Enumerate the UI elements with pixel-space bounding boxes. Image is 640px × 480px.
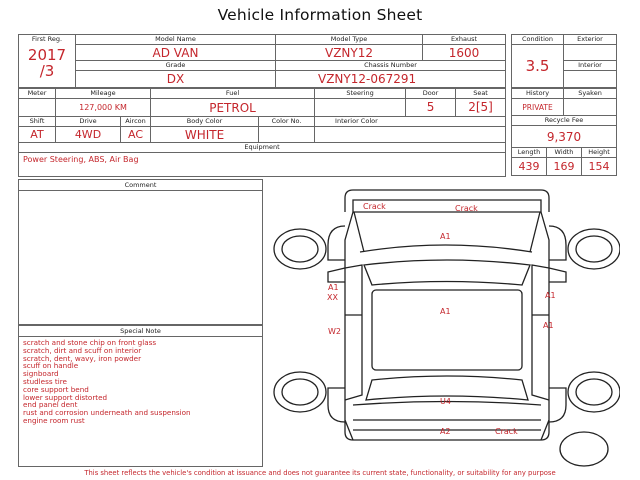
sheet-title: Vehicle Information Sheet <box>217 6 423 24</box>
mark-rear-bumper-1: A2 <box>440 427 451 436</box>
condition-grade: 3.5 <box>512 45 564 88</box>
recycle-fee-value: 9,370 <box>512 126 617 148</box>
syaken-value <box>564 99 617 116</box>
exterior-value <box>564 45 617 61</box>
mark-front-right: Crack <box>455 204 478 213</box>
first-reg-year: 2017 <box>27 46 67 64</box>
special-note-panel <box>18 325 263 467</box>
mark-left-front-fender-1: A1 <box>328 283 339 292</box>
interior-color-label: Interior Color <box>315 117 506 127</box>
disclaimer-footer: This sheet reflects the vehicle's condition at issuance and does not guarantee its current state, functionality, or suitability for any purpose <box>84 469 556 477</box>
first-reg-month: /3 <box>39 62 55 80</box>
special-note-item: scuff on handle <box>23 361 79 371</box>
seat-label: Seat <box>473 89 488 97</box>
damage-marks <box>327 202 556 436</box>
special-note-item: lower support distorted <box>23 392 108 402</box>
width-label: Width <box>547 148 582 158</box>
fuel-label: Fuel <box>151 89 315 99</box>
chassis-number-label: Chassis Number <box>276 61 506 71</box>
syaken-label: Syaken <box>564 89 617 99</box>
mileage-value: 127,000 KM <box>56 99 151 117</box>
door-seat-label-cell <box>406 89 506 99</box>
mileage-label: Mileage <box>56 89 151 99</box>
special-note-label: Special Note <box>19 326 262 337</box>
drive-label: Drive <box>56 117 121 127</box>
fuel-value: PETROL <box>151 99 315 117</box>
vehicle-info-table <box>18 34 506 88</box>
mark-roof: A1 <box>440 307 451 316</box>
height-value: 154 <box>582 158 617 176</box>
comment-panel <box>18 179 263 325</box>
exhaust-label: Exhaust <box>423 35 506 45</box>
model-name-value: AD VAN <box>76 45 276 61</box>
special-note-item: engine room rust <box>23 415 85 425</box>
special-note-item: core support bend <box>23 384 89 394</box>
seat-value: 2[5] <box>468 100 493 114</box>
special-note-item: scratch, dirt and scuff on interior <box>23 345 142 355</box>
interior-value <box>564 71 617 88</box>
height-label: Height <box>582 148 617 158</box>
exhaust-value: 1600 <box>423 45 506 61</box>
aircon-label: Aircon <box>121 117 151 127</box>
history-label: History <box>512 89 564 99</box>
grade-value: DX <box>76 71 276 88</box>
color-no-label: Color No. <box>259 117 315 127</box>
mark-hood: A1 <box>440 232 451 241</box>
length-label: Length <box>512 148 547 158</box>
special-note-item: scratch and stone chip on front glass <box>23 338 157 347</box>
color-no-value <box>259 127 315 143</box>
mark-right-front-door: A1 <box>543 321 554 330</box>
condition-label: Condition <box>512 35 564 45</box>
steering-label: Steering <box>315 89 406 99</box>
model-type-label: Model Type <box>276 35 423 45</box>
door-seat-value-cell <box>406 99 506 117</box>
history-value: PRIVATE <box>512 99 564 116</box>
mark-rear-bumper-2: Crack <box>495 427 518 436</box>
meter-value <box>19 99 56 117</box>
equipment-value: Power Steering, ABS, Air Bag <box>19 153 506 177</box>
equipment-label: Equipment <box>19 143 506 153</box>
first-reg-cell <box>19 35 76 88</box>
recycle-fee-label: Recycle Fee <box>512 116 617 126</box>
aircon-value: AC <box>121 127 151 143</box>
door-label: Door <box>406 89 456 98</box>
mark-front-left: Crack <box>363 202 386 211</box>
special-note-item: signboard <box>23 369 59 379</box>
special-note-item: scratch, dent, wavy, iron powder <box>23 353 142 363</box>
special-note-item: rust and corrosion underneath and suspension <box>23 408 191 418</box>
model-name-label: Model Name <box>76 35 276 45</box>
meter-label: Meter <box>19 89 56 99</box>
first-reg-label: First Reg. <box>31 35 63 43</box>
comment-text <box>19 191 262 195</box>
exterior-label: Exterior <box>564 35 617 45</box>
mark-left-rear-door: W2 <box>328 327 341 336</box>
history-table <box>511 88 617 176</box>
shift-value: AT <box>19 127 56 143</box>
grade-label: Grade <box>76 61 276 71</box>
length-value: 439 <box>512 158 547 176</box>
steering-value <box>315 99 406 117</box>
chassis-number-value: VZNY12-067291 <box>276 71 506 88</box>
model-type-value: VZNY12 <box>276 45 423 61</box>
spec-table <box>18 88 506 177</box>
special-note-list <box>19 337 262 427</box>
mark-right-front-fender: A1 <box>545 291 556 300</box>
comment-label: Comment <box>19 180 262 191</box>
car-damage-diagram <box>268 178 620 468</box>
body-color-value: WHITE <box>151 127 259 143</box>
mark-rear-glass: U4 <box>440 397 451 406</box>
interior-label: Interior <box>564 61 617 71</box>
body-color-label: Body Color <box>151 117 259 127</box>
door-value: 5 <box>406 99 456 116</box>
drive-value: 4WD <box>56 127 121 143</box>
condition-table <box>511 34 617 88</box>
special-note-item: end panel dent <box>23 400 78 410</box>
interior-color-value <box>315 127 506 143</box>
width-value: 169 <box>547 158 582 176</box>
shift-label: Shift <box>19 117 56 127</box>
mark-left-front-fender-2: XX <box>327 293 338 302</box>
special-note-item: studless tire <box>23 376 67 386</box>
